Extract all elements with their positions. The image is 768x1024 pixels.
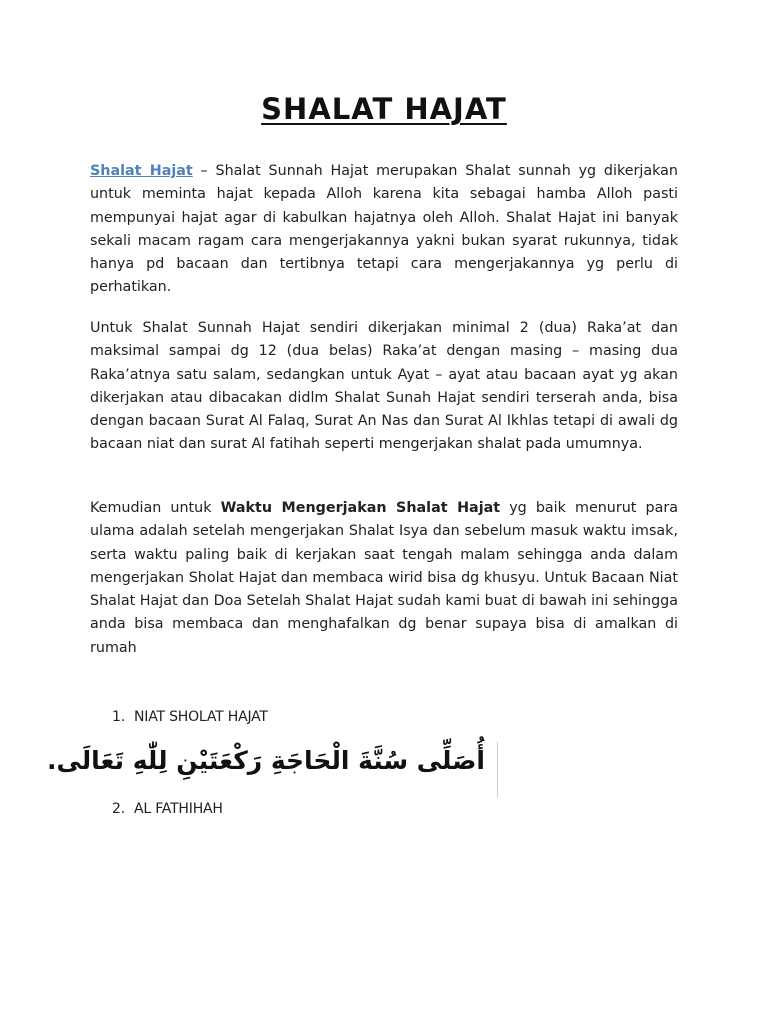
paragraph-waktu-prefix: Kemudian untuk (90, 500, 221, 516)
shalat-hajat-link[interactable]: Shalat Hajat (90, 163, 193, 179)
paragraph-waktu-suffix: yg baik menurut para ulama adalah setelah mengerjakan Shalat Isya dan sebelum masuk waktu imsak, serta waktu paling baik di kerjakan saat tengah malam sehingga anda dalam mengerjakan Sholat Hajat dan membaca wirid bisa dg khusyu. Untuk Bacaan Niat Shalat Hajat dan Doa Setelah Shalat Hajat sudah kami buat di bawah ini sehingga anda bisa membaca dan menghafalkan dg benar supaya bisa di amalkan di rumah (90, 500, 678, 656)
arabic-niat-image (46, 742, 498, 798)
list-item (112, 801, 223, 817)
paragraph-intro (90, 160, 678, 300)
paragraph-waktu-bold: Waktu Mengerjakan Shalat Hajat (220, 500, 501, 516)
paragraph-intro-text: – Shalat Sunnah Hajat merupakan Shalat sunnah yg dikerjakan untuk meminta hajat kepada Alloh karena kita sebagai hamba Alloh pasti mempunyai hajat agar di kabulkan hajatnya oleh Alloh. Shalat Hajat ini banyak sekali macam ragam cara mengerjakannya yakni bukan syarat rukunnya, tidak hanya pd bacaan dan tertibnya tetapi cara mengerjakannya yg perlu di perhatikan. (90, 163, 678, 296)
paragraph-rakaat (90, 317, 678, 457)
list-label: NIAT SHOLAT HAJAT (134, 709, 268, 725)
list-number: 1. (112, 709, 125, 725)
paragraph-rakaat-text: Untuk Shalat Sunnah Hajat sendiri dikerjakan minimal 2 (dua) Raka’at dan maksimal sampai dg 12 (dua belas) Raka’at dengan masing – masing dua Raka’atnya satu salam, sedangkan untuk Ayat – ayat atau bacaan ayat yg akan dikerjakan atau dibacakan didlm Shalat Sunah Hajat sendiri terserah anda, bisa dengan bacaan Surat Al Falaq, Surat An Nas dan Surat Al Ikhlas tetapi di awali dg bacaan niat dan surat Al fatihah seperti mengerjakan shalat pada umumnya. (90, 320, 678, 453)
list-item (112, 709, 268, 725)
paragraph-waktu (90, 497, 678, 660)
list-label: AL FATHIHAH (134, 801, 223, 817)
list-number: 2. (112, 801, 125, 817)
arabic-niat-text: أُصَلِّى سُنَّةَ الْحَاجَةِ رَكْعَتَيْنِ لِلّٰهِ تَعَالَى. (46, 746, 485, 775)
page-title: SHALAT HAJAT (261, 92, 507, 126)
